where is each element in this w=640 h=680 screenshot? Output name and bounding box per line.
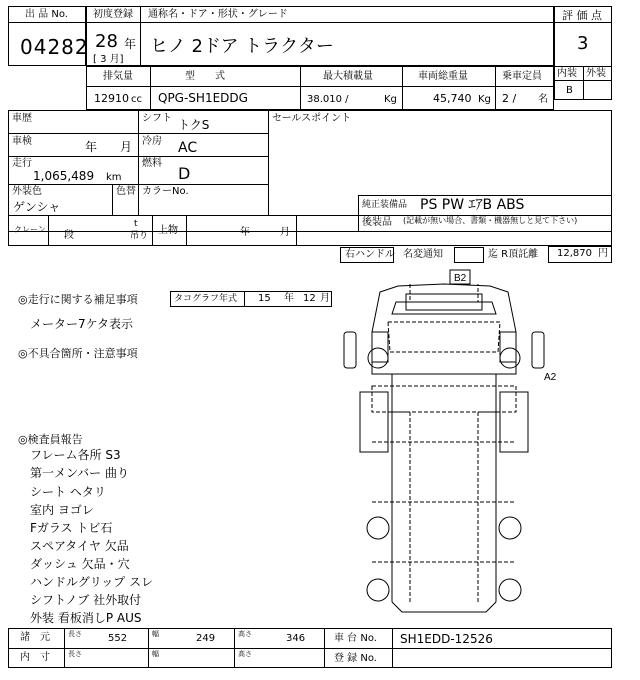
chassis-rails: [392, 374, 496, 602]
inspector-line: フレーム各所 S3: [30, 448, 121, 462]
roof-panel: [410, 284, 478, 302]
inspector-line: シフトノブ 社外取付: [30, 593, 142, 607]
capacity-label: 乗車定員: [502, 71, 542, 82]
color-label: 外装色: [12, 186, 42, 197]
displacement-label: 排気量: [103, 71, 133, 82]
tacho-month-unit: 月: [320, 293, 330, 304]
capacity-unit: 名: [538, 94, 548, 105]
length-label: 長さ: [68, 630, 82, 638]
dims-label: 諸 元: [20, 632, 50, 643]
tacho-month: 12: [303, 293, 316, 304]
selling-points-label: セールスポイント: [272, 113, 352, 124]
chassis-label: 車 台 No.: [334, 633, 377, 644]
right-mirror: [532, 332, 544, 368]
inner-width-label: 幅: [152, 650, 159, 658]
model-code-label: 型 式: [185, 71, 225, 82]
rear-right-wheel-2: [499, 579, 521, 601]
front-left-wheel: [368, 348, 388, 368]
inspector-line: ダッシュ 欠品・穴: [30, 557, 130, 571]
interior-grade: B: [566, 85, 573, 96]
inspector-line: 第一メンバー 曲り: [30, 466, 129, 480]
inspection-month: 月: [120, 140, 133, 154]
color-change-label: 色替: [116, 186, 136, 197]
inspector-line: 外装 看板消しP AUS: [30, 611, 142, 625]
height-value: 346: [286, 633, 306, 644]
name-notice-box: [454, 247, 484, 263]
cab-outline: [372, 284, 516, 374]
reg-month: [ 3 月]: [93, 54, 124, 65]
rear-left-wheel-2: [367, 579, 389, 601]
rear-bumper: [392, 602, 496, 612]
frame-section: [372, 386, 516, 412]
odometer-value: 12,870: [557, 248, 592, 259]
max-load-label: 最大積載量: [323, 71, 373, 82]
score-label: 評 価 点: [562, 9, 602, 22]
windshield-top: [392, 302, 496, 314]
lot-no-label: 出 品 No.: [25, 9, 68, 20]
reg-year-unit: 年: [124, 37, 137, 51]
inspection-year: 年: [85, 140, 98, 154]
length-value: 552: [108, 633, 128, 644]
reg-year: 28: [95, 31, 118, 52]
odometer-unit: 円: [598, 248, 608, 259]
defects-title: ◎不具合箇所・注意事項: [18, 347, 138, 360]
mark-a2: A2: [544, 372, 557, 383]
car-name: ヒノ 2ドア トラクター: [150, 36, 334, 57]
driving-note: メーター7ケタ表示: [30, 317, 134, 331]
cross-members: [372, 442, 516, 562]
odometer-label: 迄 R頂託離: [488, 249, 539, 260]
left-mirror: [344, 332, 356, 368]
right-door: [500, 332, 516, 362]
truck-diagram: [340, 262, 612, 632]
height-label: 高さ: [238, 630, 252, 638]
mileage-unit: km: [106, 172, 122, 183]
loading-label: 上物: [158, 225, 178, 236]
reg-no-label: 登 録 No.: [334, 653, 377, 664]
loading-year: 年: [240, 227, 250, 238]
capacity: 2 /: [502, 92, 517, 105]
displacement-unit: cc: [131, 94, 142, 105]
model-code: QPG-SH1EDDG: [158, 91, 248, 105]
interior-label: 内装: [557, 68, 577, 79]
inspector-line: Fガラス トビ石: [30, 521, 113, 535]
inner-label: 内 寸: [20, 652, 50, 663]
shift-value: トクS: [178, 118, 210, 132]
windshield: [388, 322, 500, 352]
details-box: [8, 110, 612, 246]
crane-label: クレーン: [14, 225, 46, 234]
mileage-label: 走行: [12, 158, 32, 169]
max-load: 38.010 /: [307, 94, 349, 105]
gross-weight-label: 車両総重量: [418, 71, 468, 82]
color-value: ゲンシャ: [13, 200, 61, 214]
rhd-label: 右ハンドル: [345, 249, 395, 260]
inspection-label: 車検: [12, 136, 32, 147]
inner-frame: [392, 412, 496, 602]
right-tank: [500, 392, 528, 452]
gross-weight-unit: Kg: [478, 94, 491, 105]
fuel-value: D: [178, 164, 191, 183]
max-load-unit: Kg: [384, 94, 397, 105]
fuel-label: 燃料: [142, 158, 162, 169]
gross-weight: 45,740: [433, 92, 472, 105]
inspector-title: ◎検査員報告: [18, 433, 83, 446]
model-label: 通称名・ドア・形状・グレード: [148, 9, 288, 20]
inspector-line: 室内 ヨゴレ: [30, 503, 94, 517]
accessories-note: (記載が無い場合、書類・機器無しと見て下さい): [403, 216, 578, 225]
name-notice-label: 名変通知: [403, 249, 443, 260]
rear-right-wheel-1: [499, 517, 521, 539]
crane-t: t: [134, 219, 138, 229]
ac-label: 冷房: [142, 136, 162, 147]
first-reg-label: 初度登録: [93, 9, 133, 20]
mileage-value: 1,065,489: [33, 169, 95, 183]
width-label: 幅: [152, 630, 159, 638]
inspector-line: シート ヘタリ: [30, 485, 106, 499]
lot-no: 04282: [20, 35, 89, 59]
width-value: 249: [196, 633, 216, 644]
chassis-value: SH1EDD-12526: [400, 632, 493, 646]
shift-label: シフト: [142, 113, 172, 124]
inspector-line: スペアタイヤ 欠品: [30, 539, 129, 553]
tacho-year: 15: [258, 293, 271, 304]
displacement: 12910: [94, 92, 129, 105]
score-value: 3: [577, 33, 589, 54]
left-door: [372, 332, 388, 362]
crane-suspend: 吊り: [130, 231, 149, 241]
inner-height-label: 高さ: [238, 650, 252, 658]
ac-value: AC: [178, 140, 198, 156]
rear-left-wheel-1: [367, 517, 389, 539]
exterior-label: 外装: [586, 68, 606, 79]
accessories-label: 後装品: [362, 217, 392, 228]
front-right-wheel: [500, 348, 520, 368]
mark-b2: B2: [454, 273, 467, 284]
tacho-label: タコグラフ年式: [174, 294, 238, 304]
crane-stage: 段: [64, 230, 74, 241]
inspector-line: ハンドルグリップ スレ: [30, 575, 154, 589]
left-tank: [360, 392, 388, 452]
equipment-label: 純正装備品: [362, 200, 408, 210]
equipment-value: PS PW ｴｱB ABS: [420, 197, 525, 213]
inner-length-label: 長さ: [68, 650, 82, 658]
history-label: 車歴: [12, 113, 32, 124]
color-code-label: カラーNo.: [142, 186, 189, 197]
loading-month: 月: [280, 227, 290, 238]
driving-title: ◎走行に関する補足事項: [18, 293, 138, 306]
tacho-year-unit: 年: [284, 293, 294, 304]
